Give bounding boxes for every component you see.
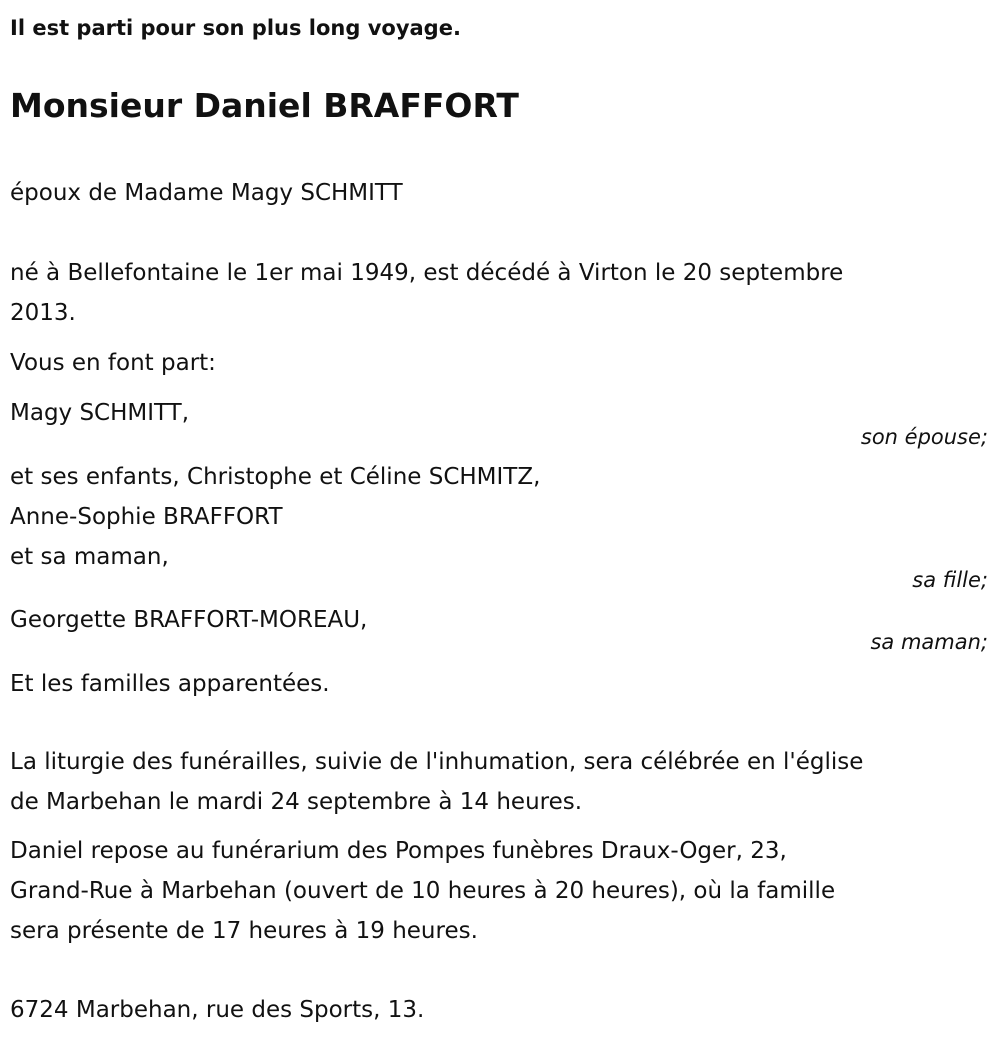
rest-line-3: sera présente de 17 heures à 19 heures. (10, 918, 478, 944)
spouse-role: son épouse; (860, 425, 988, 449)
relatives-text: Et les familles apparentées. (10, 671, 330, 697)
daughter-role: sa fille; (912, 568, 988, 592)
spouse-name: Magy SCHMITT, (10, 400, 190, 426)
mother-name: Georgette BRAFFORT-MOREAU, (10, 607, 368, 633)
liturgy-line-2: de Marbehan le mardi 24 septembre à 14 heures. (10, 789, 583, 815)
intro-text: Il est parti pour son plus long voyage. (10, 16, 461, 40)
children-line-1: et ses enfants, Christophe et Céline SCHMITZ, (10, 464, 541, 490)
children-line-2: Anne-Sophie BRAFFORT (10, 504, 283, 530)
birth-death-line-1: né à Bellefontaine le 1er mai 1949, est décédé à Virton le 20 septembre (10, 260, 844, 286)
liturgy-line-1: La liturgie des funérailles, suivie de l'inhumation, sera célébrée en l'église (10, 749, 864, 775)
announce-text: Vous en font part: (10, 350, 216, 376)
rest-line-2: Grand-Rue à Marbehan (ouvert de 10 heures à 20 heures), où la famille (10, 878, 836, 904)
address-text: 6724 Marbehan, rue des Sports, 13. (10, 997, 425, 1023)
deceased-name: Monsieur Daniel BRAFFORT (10, 86, 519, 125)
birth-death-line-2: 2013. (10, 300, 76, 326)
rest-line-1: Daniel repose au funérarium des Pompes funèbres Draux-Oger, 23, (10, 838, 787, 864)
spouse-line: époux de Madame Magy SCHMITT (10, 180, 403, 206)
mother-role: sa maman; (870, 630, 988, 654)
children-line-3: et sa maman, (10, 544, 169, 570)
